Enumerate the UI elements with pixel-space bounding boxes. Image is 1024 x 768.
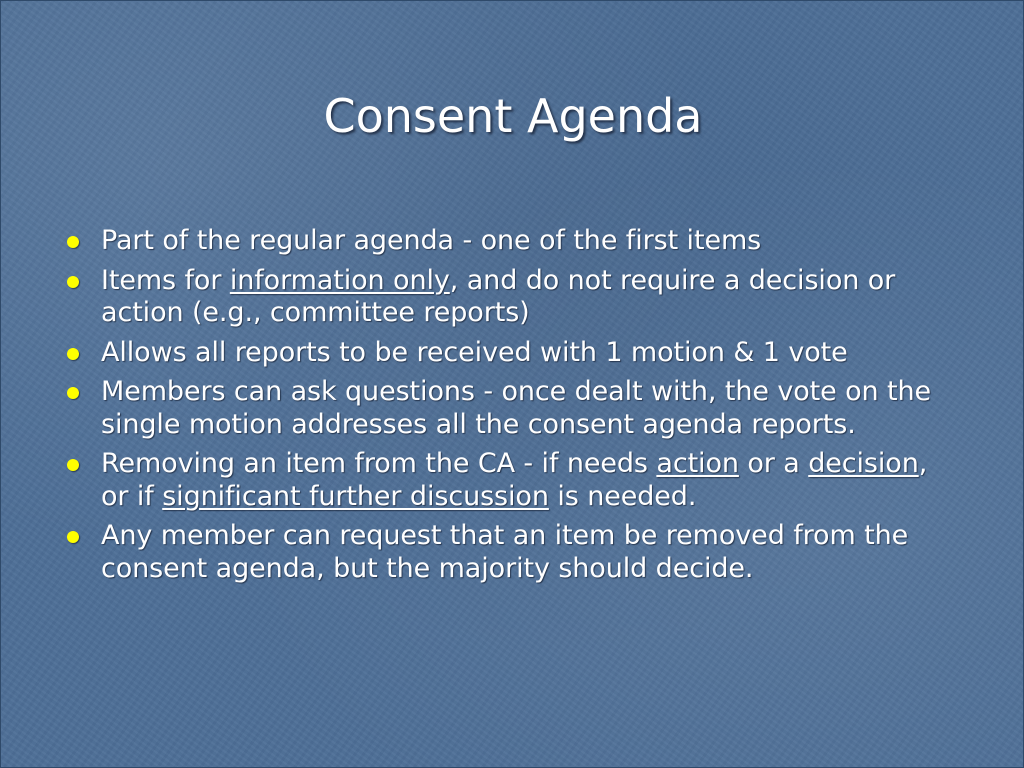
underlined-term-decision: decision	[808, 448, 919, 479]
bullet-dot-icon	[67, 387, 79, 399]
bullet-item-5	[63, 448, 963, 513]
bullet-dot-icon	[67, 236, 79, 248]
bullet-text: , or if	[101, 448, 928, 512]
bullet-text: Members can ask questions - once dealt with, the vote on the single motion addresses all the consent agenda reports.	[101, 376, 932, 440]
bullet-dot-icon	[67, 348, 79, 360]
bullet-text: Items for	[101, 264, 230, 296]
bullet-dot-icon	[67, 459, 79, 471]
bullet-item-4	[63, 376, 963, 441]
bullet-text: is needed.	[548, 480, 697, 512]
bullet-item-3	[63, 337, 963, 370]
bullet-item-2	[63, 265, 963, 330]
slide-title: Consent Agenda	[323, 89, 703, 143]
bullet-text: , and do not require a decision or action (e.g., committee reports)	[101, 264, 896, 328]
bullet-text: Part of the regular agenda - one of the first items	[101, 225, 762, 256]
bullet-list	[63, 225, 963, 592]
bullet-text: or a	[738, 448, 809, 479]
underlined-term-information-only: information only	[229, 264, 450, 296]
bullet-item-1	[63, 225, 963, 258]
bullet-text: Removing an item from the CA - if needs	[101, 448, 657, 479]
underlined-term-significant-further-discussion: significant further discussion	[162, 480, 549, 512]
bullet-dot-icon	[67, 276, 79, 288]
bullet-dot-icon	[67, 531, 79, 543]
underlined-term-action: action	[656, 448, 739, 479]
bullet-text: Any member can request that an item be removed from the consent agenda, but the majority should decide.	[101, 520, 909, 584]
bullet-text: Allows all reports to be received with 1 motion & 1 vote	[101, 336, 848, 368]
bullet-item-6	[63, 520, 963, 585]
